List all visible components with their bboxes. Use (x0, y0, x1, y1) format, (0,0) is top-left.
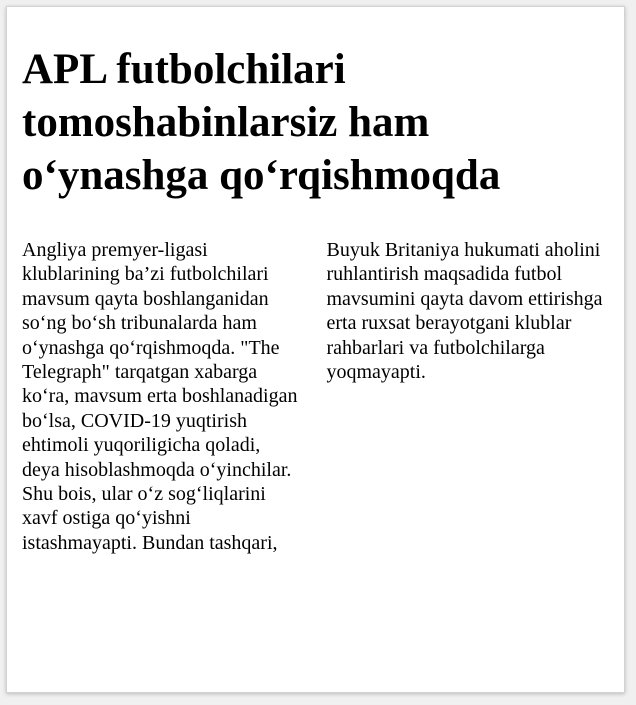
article-body: Angliya premyer-ligasi klublarining ba’zi futbolchilari mavsum qayta boshlanganidan so‘ng bo‘sh tribunalarda ham o‘ynashga qo‘rqishmoqda. "The Telegraph" tarqatgan xabarga ko‘ra, mavsum erta boshlanadigan bo‘lsa, COVID-19 yuqtirish ehtimoli yuqoriligicha qoladi, deya hisoblashmoqda o‘yinchilar. Shu bois, ular o‘z sog‘liqlarini xavf ostiga qo‘yishni istashmayapti. Bundan tashqari, Buyuk Britaniya hukumati aholini ruhlantirish maqsadida futbol mavsumini qayta davom ettirishga erta ruxsat berayotgani klublar rahbarlari va futbolchilarga yoqmayapti. (22, 239, 603, 554)
article-body-columns (22, 238, 607, 568)
article-page (6, 6, 625, 693)
article-title: APL futbolchilari tomoshabinlarsiz ham o‘ynashga qo‘rqishmoqda (22, 46, 501, 199)
